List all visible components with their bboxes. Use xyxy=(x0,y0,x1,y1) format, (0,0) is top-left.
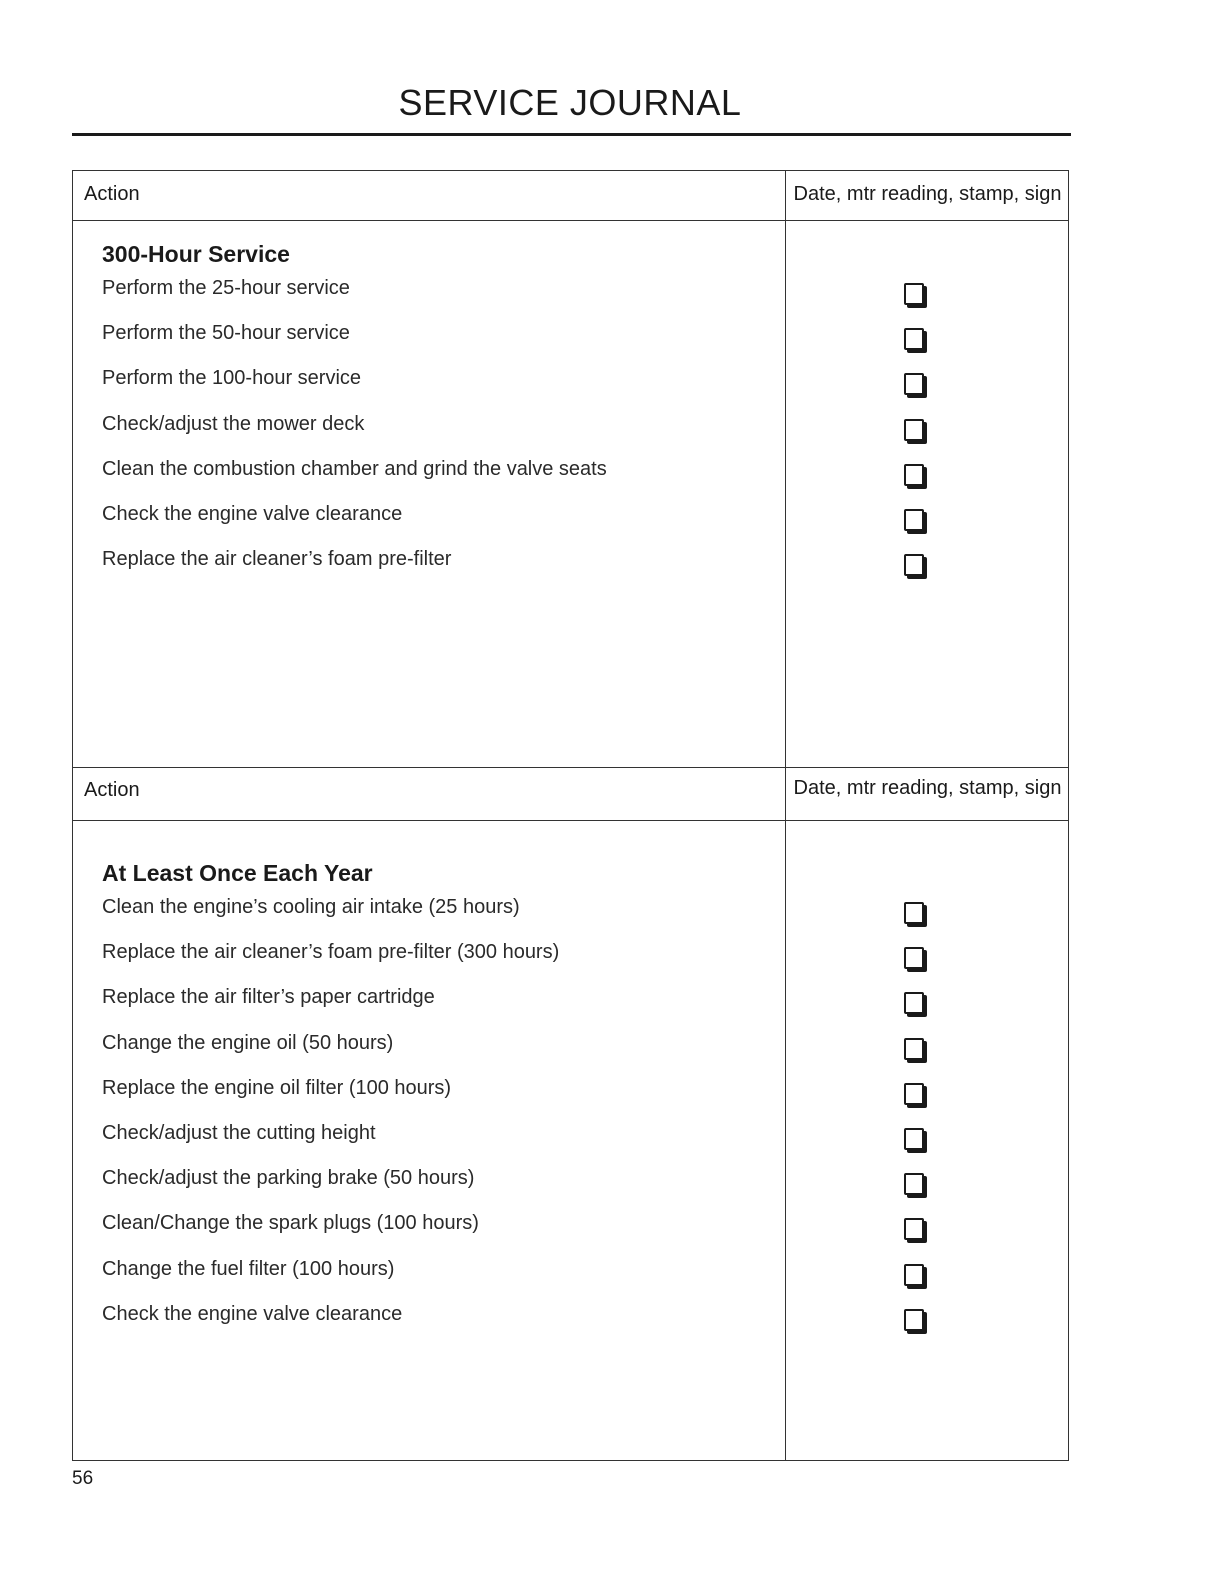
task-list xyxy=(73,896,1068,1348)
task-text: Clean the combustion chamber and grind the valve seats xyxy=(102,457,607,480)
task-row xyxy=(73,413,1068,458)
header-date-label: Date, mtr reading, stamp, sign xyxy=(793,183,1062,205)
task-row xyxy=(73,458,1068,503)
table-header-row xyxy=(73,171,1068,221)
task-row xyxy=(73,1258,1068,1303)
task-row xyxy=(73,548,1068,593)
task-checkbox[interactable] xyxy=(904,373,924,395)
section-title: 300-Hour Service xyxy=(102,241,290,267)
task-text: Replace the air cleaner’s foam pre-filter (300 hours) xyxy=(102,941,560,964)
task-row xyxy=(73,1077,1068,1122)
task-checkbox[interactable] xyxy=(904,328,924,350)
task-row xyxy=(73,1303,1068,1348)
task-text: Check/adjust the cutting height xyxy=(102,1121,376,1144)
task-checkbox[interactable] xyxy=(904,1264,924,1286)
task-text: Perform the 25-hour service xyxy=(102,277,350,299)
task-checkbox[interactable] xyxy=(904,947,924,969)
page-number: 56 xyxy=(72,1468,94,1489)
task-row xyxy=(73,1032,1068,1077)
task-checkbox[interactable] xyxy=(904,1309,924,1331)
task-checkbox[interactable] xyxy=(904,1083,924,1105)
task-text: Check the engine valve clearance xyxy=(102,502,403,525)
section-title: At Least Once Each Year xyxy=(102,860,373,886)
task-row xyxy=(73,1212,1068,1257)
task-list xyxy=(73,277,1068,593)
task-checkbox[interactable] xyxy=(904,554,924,576)
task-checkbox[interactable] xyxy=(904,464,924,486)
task-text: Change the engine oil (50 hours) xyxy=(102,1031,394,1054)
page-title: SERVICE JOURNAL xyxy=(398,82,742,123)
task-checkbox[interactable] xyxy=(904,1218,924,1240)
task-checkbox[interactable] xyxy=(904,992,924,1014)
service-table-300-hour xyxy=(72,170,1069,768)
task-row xyxy=(73,503,1068,548)
task-text: Clean/Change the spark plugs (100 hours) xyxy=(102,1212,479,1235)
task-checkbox[interactable] xyxy=(904,1038,924,1060)
task-row xyxy=(73,322,1068,367)
task-text: Replace the air filter’s paper cartridge xyxy=(102,986,435,1009)
task-text: Check the engine valve clearance xyxy=(102,1302,403,1325)
task-row xyxy=(73,986,1068,1031)
title-rule xyxy=(72,133,1071,136)
task-row xyxy=(73,367,1068,412)
service-table-yearly xyxy=(72,767,1069,1461)
task-row xyxy=(73,1122,1068,1167)
task-checkbox[interactable] xyxy=(904,283,924,305)
task-checkbox[interactable] xyxy=(904,419,924,441)
task-checkbox[interactable] xyxy=(904,1173,924,1195)
task-text: Change the fuel filter (100 hours) xyxy=(102,1257,395,1280)
task-text: Check/adjust the mower deck xyxy=(102,412,365,435)
header-date-label: Date, mtr reading, stamp, sign xyxy=(793,777,1062,799)
task-text: Perform the 100-hour service xyxy=(102,367,362,390)
task-checkbox[interactable] xyxy=(904,509,924,531)
task-row xyxy=(73,277,1068,322)
task-row xyxy=(73,941,1068,986)
task-text: Clean the engine’s cooling air intake (25 hours) xyxy=(102,896,520,918)
header-action-label: Action xyxy=(84,183,140,205)
task-text: Perform the 50-hour service xyxy=(102,322,350,345)
table-header-row xyxy=(73,768,1068,821)
task-checkbox[interactable] xyxy=(904,1128,924,1150)
task-text: Replace the air cleaner’s foam pre-filter xyxy=(102,548,452,571)
task-checkbox[interactable] xyxy=(904,902,924,924)
task-row xyxy=(73,896,1068,941)
task-text: Replace the engine oil filter (100 hours) xyxy=(102,1076,452,1099)
task-text: Check/adjust the parking brake (50 hours) xyxy=(102,1167,475,1190)
header-action-label: Action xyxy=(84,779,140,801)
task-row xyxy=(73,1167,1068,1212)
